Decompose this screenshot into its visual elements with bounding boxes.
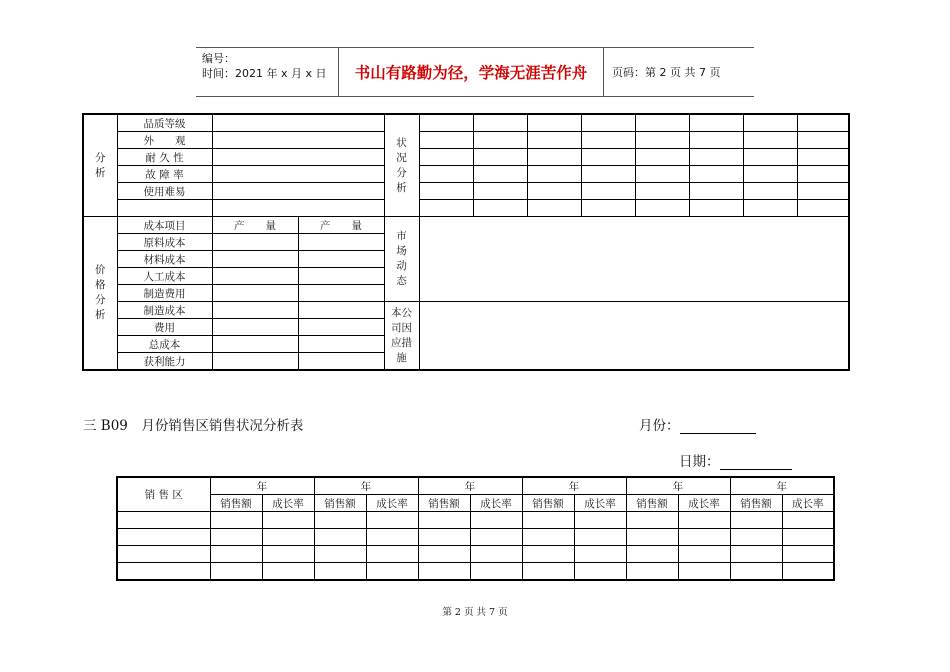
sales-table [116,476,835,581]
growth-rate-header: 成长率 [262,495,314,512]
grid-cell[interactable] [689,166,743,183]
market-trend-label: 市 场 动 态 [384,217,419,302]
sales-cell[interactable] [418,546,470,563]
grid-cell[interactable] [473,114,527,132]
sales-cell[interactable] [262,563,314,581]
page-label: 页码：第 2 页 共 7 页 [612,66,721,79]
value-cell[interactable] [298,302,384,319]
grid-cell[interactable] [581,183,635,200]
region-cell[interactable] [117,512,210,529]
sales-cell[interactable] [522,563,574,581]
region-cell[interactable] [117,563,210,581]
grid-cell[interactable] [797,114,849,132]
cost-item: 总成本 [117,336,212,353]
grid-cell[interactable] [689,183,743,200]
year-header: 年 [210,477,314,495]
quality-item: 外 观 [117,132,212,149]
value-cell[interactable] [212,285,298,302]
quality-item [117,200,212,217]
grid-cell[interactable] [527,183,581,200]
sales-cell[interactable] [678,563,730,581]
sales-cell[interactable] [782,512,834,529]
grid-cell[interactable] [689,114,743,132]
sales-amount-header: 销售额 [210,495,262,512]
sales-cell[interactable] [418,529,470,546]
grid-cell[interactable] [527,149,581,166]
region-cell[interactable] [117,529,210,546]
month-input-line[interactable] [680,419,756,434]
grid-cell[interactable] [797,166,849,183]
sales-cell[interactable] [210,529,262,546]
grid-cell[interactable] [473,149,527,166]
sales-cell[interactable] [678,546,730,563]
sales-cell[interactable] [730,529,782,546]
sales-cell[interactable] [626,512,678,529]
grid-cell[interactable] [581,114,635,132]
year-header: 年 [626,477,730,495]
growth-rate-header: 成长率 [678,495,730,512]
grid-cell[interactable] [689,132,743,149]
sales-cell[interactable] [210,512,262,529]
grid-cell[interactable] [419,183,473,200]
market-trend-area[interactable] [419,217,849,302]
sales-cell[interactable] [366,529,418,546]
sales-cell[interactable] [730,512,782,529]
sales-cell[interactable] [574,529,626,546]
grid-cell[interactable] [797,183,849,200]
grid-cell[interactable] [635,114,689,132]
grid-cell[interactable] [743,200,797,217]
growth-rate-header: 成长率 [574,495,626,512]
quality-item: 使用难易 [117,183,212,200]
year-header: 年 [522,477,626,495]
sales-cell[interactable] [366,546,418,563]
cost-item: 费用 [117,319,212,336]
value-cell[interactable] [212,149,384,166]
sales-cell[interactable] [470,512,522,529]
grid-cell[interactable] [473,132,527,149]
sales-amount-header: 销售额 [314,495,366,512]
sales-cell[interactable] [418,563,470,581]
sales-cell[interactable] [366,563,418,581]
header-meta [196,48,339,96]
sales-cell[interactable] [314,512,366,529]
grid-cell[interactable] [743,114,797,132]
cost-item: 制造成本 [117,302,212,319]
status-analysis-label: 状 况 分 析 [384,114,419,217]
value-cell[interactable] [212,268,298,285]
sales-amount-header: 销售额 [418,495,470,512]
year-header: 年 [314,477,418,495]
cost-item: 制造费用 [117,285,212,302]
sales-cell[interactable] [470,563,522,581]
grid-cell[interactable] [527,132,581,149]
grid-cell[interactable] [581,166,635,183]
analysis-section-label: 分 析 [83,114,117,217]
grid-cell[interactable] [797,149,849,166]
motto: 书山有路勤为径，学海无涯苦作舟 [339,48,604,96]
sales-cell[interactable] [626,529,678,546]
page-footer: 第 2 页 共 7 页 [442,607,508,618]
value-cell[interactable] [212,114,384,132]
value-cell[interactable] [298,251,384,268]
grid-cell[interactable] [797,200,849,217]
value-cell[interactable] [212,302,298,319]
sales-amount-header: 销售额 [730,495,782,512]
date-field [679,450,792,470]
sales-cell[interactable] [730,563,782,581]
table-row [117,529,834,546]
sales-cell[interactable] [470,529,522,546]
sales-cell[interactable] [314,546,366,563]
table-row [117,546,834,563]
cost-item: 人工成本 [117,268,212,285]
company-measures-area[interactable] [419,302,849,371]
sales-cell[interactable] [210,563,262,581]
sales-cell[interactable] [678,512,730,529]
grid-cell[interactable] [635,183,689,200]
grid-cell[interactable] [419,149,473,166]
grid-cell[interactable] [527,200,581,217]
quality-item: 品质等级 [117,114,212,132]
grid-cell[interactable] [635,166,689,183]
sales-cell[interactable] [678,529,730,546]
time-label: 时间：2021 年 x 月 x 日 [202,67,327,80]
grid-cell[interactable] [581,200,635,217]
growth-rate-header: 成长率 [470,495,522,512]
section3-title: 三 B09 月份销售区销售状况分析表 [83,418,304,434]
grid-cell[interactable] [419,114,473,132]
sales-amount-header: 销售额 [626,495,678,512]
sales-cell[interactable] [626,546,678,563]
sales-cell[interactable] [574,546,626,563]
cost-item: 获利能力 [117,353,212,371]
analysis-table [82,113,850,371]
price-section-label: 价 格 分 析 [83,217,117,371]
value-cell[interactable] [298,353,384,371]
value-cell[interactable] [298,234,384,251]
quality-item: 故 障 率 [117,166,212,183]
sales-cell[interactable] [314,529,366,546]
grid-cell[interactable] [419,132,473,149]
value-cell[interactable] [212,183,384,200]
value-cell[interactable] [212,166,384,183]
value-cell[interactable] [212,234,298,251]
sales-cell[interactable] [782,563,834,581]
value-cell[interactable] [212,132,384,149]
value-cell[interactable] [298,285,384,302]
output-header-2: 产 量 [298,217,384,234]
sales-cell[interactable] [366,512,418,529]
value-cell[interactable] [212,200,384,217]
sales-cell[interactable] [574,512,626,529]
sales-cell[interactable] [782,529,834,546]
grid-cell[interactable] [473,183,527,200]
sales-amount-header: 销售额 [522,495,574,512]
grid-cell[interactable] [797,132,849,149]
grid-cell[interactable] [635,200,689,217]
number-label: 编号： [202,52,235,65]
grid-cell[interactable] [689,149,743,166]
grid-cell[interactable] [581,149,635,166]
region-cell[interactable] [117,546,210,563]
grid-cell[interactable] [743,132,797,149]
company-measures-label: 本公 司因 应措 施 [384,302,419,371]
growth-rate-header: 成长率 [366,495,418,512]
sales-cell[interactable] [418,512,470,529]
month-label: 月份： [639,418,680,434]
sales-cell[interactable] [314,563,366,581]
grid-cell[interactable] [635,132,689,149]
page-header [196,47,754,97]
year-header: 年 [418,477,522,495]
grid-cell[interactable] [527,166,581,183]
value-cell[interactable] [298,268,384,285]
grid-cell[interactable] [419,166,473,183]
sales-cell[interactable] [522,529,574,546]
grid-cell[interactable] [581,132,635,149]
sales-cell[interactable] [262,546,314,563]
grid-cell[interactable] [635,149,689,166]
value-cell[interactable] [212,336,298,353]
sales-cell[interactable] [262,529,314,546]
table-row [117,512,834,529]
value-cell[interactable] [212,353,298,371]
sales-cell[interactable] [626,563,678,581]
grid-cell[interactable] [743,149,797,166]
grid-cell[interactable] [743,183,797,200]
value-cell[interactable] [298,336,384,353]
region-header: 销 售 区 [117,477,210,512]
sales-cell[interactable] [782,546,834,563]
grid-cell[interactable] [527,114,581,132]
grid-cell[interactable] [743,166,797,183]
grid-cell[interactable] [473,200,527,217]
sales-cell[interactable] [262,512,314,529]
quality-item: 耐 久 性 [117,149,212,166]
sales-cell[interactable] [730,546,782,563]
year-header: 年 [730,477,834,495]
month-field [639,414,756,434]
growth-rate-header: 成长率 [782,495,834,512]
grid-cell[interactable] [419,200,473,217]
output-header-1: 产 量 [212,217,298,234]
sales-cell[interactable] [522,546,574,563]
sales-cell[interactable] [522,512,574,529]
value-cell[interactable] [298,319,384,336]
grid-cell[interactable] [689,200,743,217]
value-cell[interactable] [212,251,298,268]
cost-header: 成本项目 [117,217,212,234]
cost-item: 材料成本 [117,251,212,268]
sales-cell[interactable] [470,546,522,563]
cost-item: 原料成本 [117,234,212,251]
value-cell[interactable] [212,319,298,336]
date-input-line[interactable] [720,455,792,470]
grid-cell[interactable] [473,166,527,183]
sales-cell[interactable] [574,563,626,581]
table-row [117,563,834,581]
sales-cell[interactable] [210,546,262,563]
date-label: 日期： [679,454,720,470]
